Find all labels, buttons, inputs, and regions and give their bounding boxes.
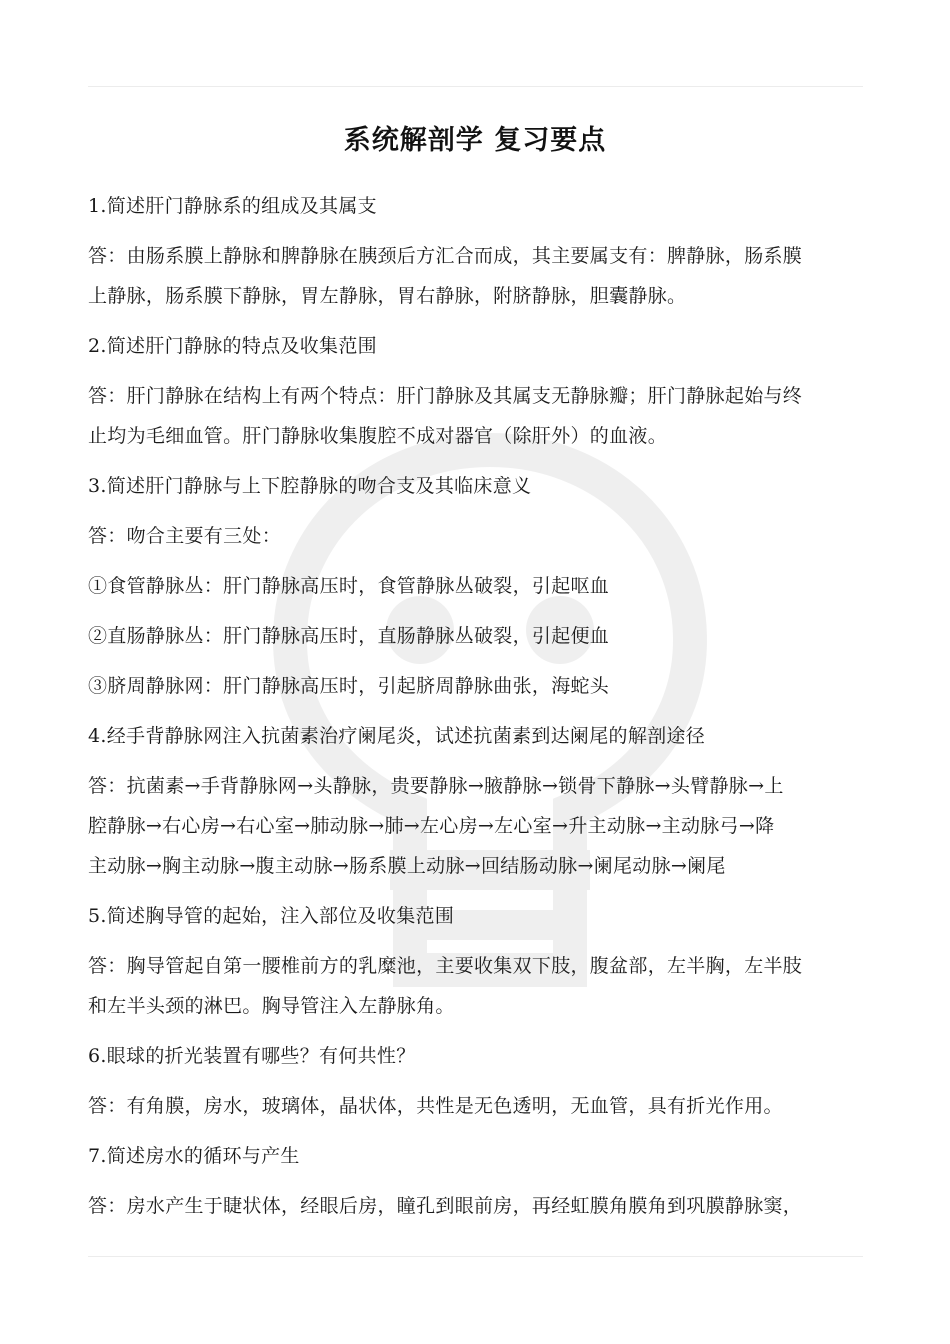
answer-3-item-1: ①食管静脉丛：肝门静脉高压时，食管静脉丛破裂，引起呕血 xyxy=(88,575,610,597)
question-4: 4.经手背静脉网注入抗菌素治疗阑尾炎，试述抗菌素到达阑尾的解剖途径 xyxy=(88,725,706,747)
question-5: 5.简述胸导管的起始，注入部位及收集范围 xyxy=(88,905,455,927)
answer-4-line-1: 答：抗菌素→手背静脉网→头静脉，贵要静脉→腋静脉→锁骨下静脉→头臂静脉→上 xyxy=(88,775,784,797)
top-divider xyxy=(88,86,863,87)
document-body xyxy=(88,186,863,1226)
question-2: 2.简述肝门静脉的特点及收集范围 xyxy=(88,335,377,357)
answer-2-line-1: 答：肝门静脉在结构上有两个特点：肝门静脉及其属支无静脉瓣；肝门静脉起始与终 xyxy=(88,385,803,407)
question-7: 7.简述房水的循环与产生 xyxy=(88,1145,300,1167)
question-1: 1.简述肝门静脉系的组成及其属支 xyxy=(88,195,377,217)
answer-6-line-1: 答：有角膜，房水，玻璃体，晶状体，共性是无色透明，无血管，具有折光作用。 xyxy=(88,1095,783,1117)
answer-5-line-1: 答：胸导管起自第一腰椎前方的乳糜池，主要收集双下肢，腹盆部，左半胸，左半肢 xyxy=(88,955,803,977)
answer-1-line-2: 上静脉，肠系膜下静脉，胃左静脉，胃右静脉，附脐静脉，胆囊静脉。 xyxy=(88,285,687,307)
question-3: 3.简述肝门静脉与上下腔静脉的吻合支及其临床意义 xyxy=(88,475,532,497)
question-6: 6.眼球的折光装置有哪些？有何共性？ xyxy=(88,1045,416,1067)
answer-1-line-1: 答：由肠系膜上静脉和脾静脉在胰颈后方汇合而成，其主要属支有：脾静脉，肠系膜 xyxy=(88,245,803,267)
answer-3-item-3: ③脐周静脉网：肝门静脉高压时，引起脐周静脉曲张，海蛇头 xyxy=(88,675,610,697)
page-title: 系统解剖学 复习要点 xyxy=(343,125,607,156)
answer-4-line-3: 主动脉→胸主动脉→腹主动脉→肠系膜上动脉→回结肠动脉→阑尾动脉→阑尾 xyxy=(88,855,726,877)
answer-5-line-2: 和左半头颈的淋巴。胸导管注入左静脉角。 xyxy=(88,995,455,1017)
answer-3-item-2: ②直肠静脉丛：肝门静脉高压时，直肠静脉丛破裂，引起便血 xyxy=(88,625,610,647)
answer-3-line-1: 答：吻合主要有三处： xyxy=(88,525,282,547)
answer-2-line-2: 止均为毛细血管。肝门静脉收集腹腔不成对器官（除肝外）的血液。 xyxy=(88,425,668,447)
bottom-divider xyxy=(88,1256,863,1257)
answer-4-line-2: 腔静脉→右心房→右心室→肺动脉→肺→左心房→左心室→升主动脉→主动脉弓→降 xyxy=(88,815,775,837)
answer-7-line-1: 答：房水产生于睫状体，经眼后房，瞳孔到眼前房，再经虹膜角膜角到巩膜静脉窦， xyxy=(88,1195,803,1217)
